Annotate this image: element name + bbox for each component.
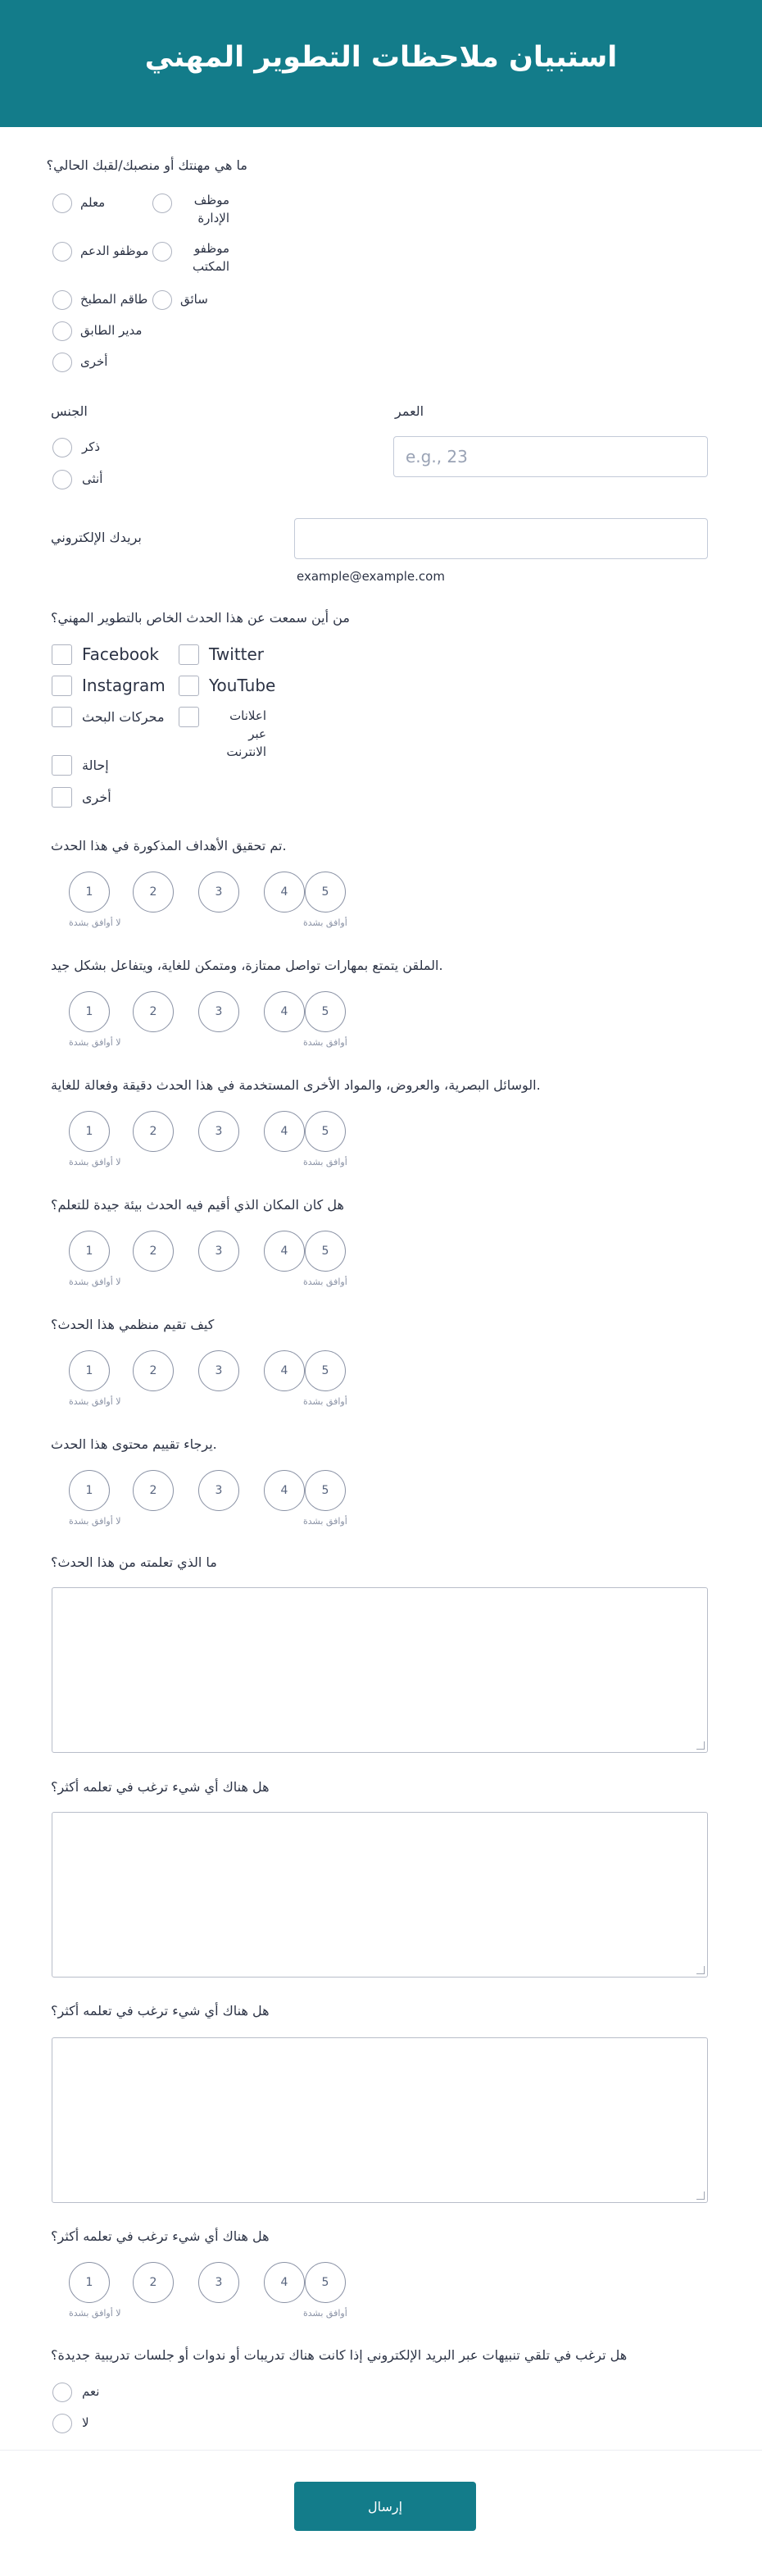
job-radio-other[interactable] xyxy=(52,353,72,372)
rating-option-4[interactable]: 4 xyxy=(264,1350,305,1391)
rating-option-4[interactable]: 4 xyxy=(264,1470,305,1511)
more-question-label: هل هناك أي شيء ترغب في تعلمه أكثر؟ xyxy=(51,1779,270,1795)
more-textarea-1[interactable] xyxy=(52,1812,708,1978)
form-header xyxy=(0,0,762,127)
notify-option-label: لا xyxy=(82,2415,89,2430)
more-question-label: هل هناك أي شيء ترغب في تعلمه أكثر؟ xyxy=(51,2228,270,2244)
rating-low-label: لا أوافق بشدة xyxy=(69,1037,121,1048)
resize-grip-icon[interactable] xyxy=(696,2191,705,2200)
learned-textarea[interactable] xyxy=(52,1587,708,1753)
rating-high-label: أوافق بشدة xyxy=(303,2308,347,2319)
rating-option-3[interactable]: 3 xyxy=(198,1470,239,1511)
job-radio-driver[interactable] xyxy=(152,290,172,310)
job-option-label: أخرى xyxy=(80,354,108,369)
job-option-label: موظف الإدارة xyxy=(193,193,229,225)
rating-option-5[interactable]: 5 xyxy=(305,1111,346,1152)
gender-question-label: الجنس xyxy=(51,403,88,419)
email-sublabel: example@example.com xyxy=(297,569,445,584)
job-radio-support[interactable] xyxy=(52,242,72,262)
source-option-label: Facebook xyxy=(82,644,159,664)
rating-option-1[interactable]: 1 xyxy=(69,1470,110,1511)
rating-low-label: لا أوافق بشدة xyxy=(69,917,121,928)
source-checkbox-twitter[interactable] xyxy=(179,644,199,665)
rating-high-label: أوافق بشدة xyxy=(303,1037,347,1048)
rating-question-label: يرجاء تقييم محتوى هذا الحدث. xyxy=(51,1436,217,1452)
job-radio-floor-manager[interactable] xyxy=(52,321,72,341)
source-checkbox-youtube[interactable] xyxy=(179,676,199,696)
source-option-label: إحالة xyxy=(82,758,109,773)
learned-question-label: ما الذي تعلمته من هذا الحدث؟ xyxy=(51,1554,217,1570)
rating-option-1[interactable]: 1 xyxy=(69,1231,110,1272)
rating-option-3[interactable]: 3 xyxy=(198,2262,239,2303)
more-question-label: هل هناك أي شيء ترغب في تعلمه أكثر؟ xyxy=(51,2003,270,2018)
age-input[interactable] xyxy=(393,436,708,477)
rating-option-3[interactable]: 3 xyxy=(198,991,239,1032)
rating-high-label: أوافق بشدة xyxy=(303,1396,347,1407)
job-option-label: سائق xyxy=(180,292,208,307)
rating-option-4[interactable]: 4 xyxy=(264,872,305,913)
source-checkbox-facebook[interactable] xyxy=(52,644,72,665)
email-input[interactable] xyxy=(294,518,708,559)
rating-low-label: لا أوافق بشدة xyxy=(69,1277,121,1287)
email-question-label: بريدك الإلكتروني xyxy=(51,530,142,545)
source-question-label: من أين سمعت عن هذا الحدث الخاص بالتطوير المهني؟ xyxy=(51,610,350,626)
rating-option-2[interactable]: 2 xyxy=(133,1231,174,1272)
source-option-label: Twitter xyxy=(209,644,265,664)
source-checkbox-other[interactable] xyxy=(52,787,72,808)
job-option-label: موظفو المكتب xyxy=(193,241,229,274)
job-option-label: موظفو الدعم xyxy=(80,243,149,258)
rating-option-5[interactable]: 5 xyxy=(305,2262,346,2303)
age-question-label: العمر xyxy=(395,403,424,419)
rating-option-3[interactable]: 3 xyxy=(198,872,239,913)
rating-option-1[interactable]: 1 xyxy=(69,872,110,913)
job-radio-kitchen[interactable] xyxy=(52,290,72,310)
gender-option-label: ذكر xyxy=(82,439,101,454)
gender-option-label: أنثى xyxy=(82,471,103,486)
rating-option-4[interactable]: 4 xyxy=(264,1111,305,1152)
rating-option-2[interactable]: 2 xyxy=(133,2262,174,2303)
rating-option-4[interactable]: 4 xyxy=(264,991,305,1032)
rating-question-label: تم تحقيق الأهداف المذكورة في هذا الحدث. xyxy=(51,838,287,853)
job-option-label: مدير الطابق xyxy=(80,323,143,338)
rating-option-5[interactable]: 5 xyxy=(305,991,346,1032)
rating-high-label: أوافق بشدة xyxy=(303,1157,347,1167)
rating-high-label: أوافق بشدة xyxy=(303,1516,347,1527)
source-checkbox-referral[interactable] xyxy=(52,755,72,776)
source-option-label: محركات البحث xyxy=(82,709,165,725)
rating-question-label: الوسائل البصرية، والعروض، والمواد الأخرى المستخدمة في هذا الحدث دقيقة وفعالة للغاية. xyxy=(51,1077,541,1093)
resize-grip-icon[interactable] xyxy=(696,1741,705,1750)
more-textarea-2[interactable] xyxy=(52,2037,708,2203)
rating-option-3[interactable]: 3 xyxy=(198,1111,239,1152)
divider xyxy=(0,2450,762,2451)
rating-option-2[interactable]: 2 xyxy=(133,1470,174,1511)
resize-grip-icon[interactable] xyxy=(696,1966,705,1974)
source-checkbox-instagram[interactable] xyxy=(52,676,72,696)
age-placeholder: e.g., 23 xyxy=(406,447,468,467)
job-question-label: ما هي مهنتك أو منصبك/لقبك الحالي؟ xyxy=(46,157,247,173)
rating-question-label: كيف تقيم منظمي هذا الحدث؟ xyxy=(51,1317,215,1332)
rating-question-label: الملقن يتمتع بمهارات تواصل ممتازة، ومتمكن للغاية، ويتفاعل بشكل جيد. xyxy=(51,958,443,973)
rating-option-4[interactable]: 4 xyxy=(264,2262,305,2303)
rating-option-4[interactable]: 4 xyxy=(264,1231,305,1272)
rating-question-label: هل كان المكان الذي أقيم فيه الحدث بيئة جيدة للتعلم؟ xyxy=(51,1197,344,1213)
rating-option-1[interactable]: 1 xyxy=(69,2262,110,2303)
rating-option-3[interactable]: 3 xyxy=(198,1231,239,1272)
rating-high-label: أوافق بشدة xyxy=(303,917,347,928)
rating-option-2[interactable]: 2 xyxy=(133,991,174,1032)
notify-radio-no[interactable] xyxy=(52,2414,72,2433)
job-radio-admin[interactable] xyxy=(152,193,172,213)
rating-low-label: لا أوافق بشدة xyxy=(69,1157,121,1167)
rating-option-5[interactable]: 5 xyxy=(305,1350,346,1391)
rating-option-2[interactable]: 2 xyxy=(133,1111,174,1152)
rating-option-2[interactable]: 2 xyxy=(133,1350,174,1391)
rating-high-label: أوافق بشدة xyxy=(303,1277,347,1287)
form-title: استبيان ملاحظات التطوير المهني xyxy=(144,41,618,74)
rating-option-1[interactable]: 1 xyxy=(69,1350,110,1391)
rating-low-label: لا أوافق بشدة xyxy=(69,1516,121,1527)
source-option-label: اعلانات عبر الانترنت xyxy=(226,708,266,759)
gender-radio-female[interactable] xyxy=(52,470,72,489)
source-checkbox-search-engines[interactable] xyxy=(52,707,72,727)
rating-option-1[interactable]: 1 xyxy=(69,991,110,1032)
notify-question-label: هل ترغب في تلقي تنبيهات عبر البريد الإلكتروني إذا كانت هناك تدريبات أو ندوات أو جلسات تدريبية جديدة؟ xyxy=(51,2347,628,2363)
rating-option-5[interactable]: 5 xyxy=(305,1231,346,1272)
job-radio-office[interactable] xyxy=(152,242,172,262)
source-option-label: Instagram xyxy=(82,676,166,695)
source-option-label: YouTube xyxy=(209,676,276,695)
rating-option-1[interactable]: 1 xyxy=(69,1111,110,1152)
rating-option-3[interactable]: 3 xyxy=(198,1350,239,1391)
job-radio-teacher[interactable] xyxy=(52,193,72,213)
notify-option-label: نعم xyxy=(82,2384,100,2399)
gender-radio-male[interactable] xyxy=(52,438,72,457)
submit-button[interactable]: إرسال xyxy=(294,2482,476,2531)
source-option-label: أخرى xyxy=(82,790,111,805)
rating-option-5[interactable]: 5 xyxy=(305,1470,346,1511)
job-option-label: معلم xyxy=(80,195,106,210)
rating-option-5[interactable]: 5 xyxy=(305,872,346,913)
rating-low-label: لا أوافق بشدة xyxy=(69,1396,121,1407)
job-option-label: طاقم المطبخ xyxy=(80,292,148,307)
notify-radio-yes[interactable] xyxy=(52,2383,72,2402)
source-checkbox-online-ads[interactable] xyxy=(179,707,199,727)
rating-low-label: لا أوافق بشدة xyxy=(69,2308,121,2319)
rating-option-2[interactable]: 2 xyxy=(133,872,174,913)
